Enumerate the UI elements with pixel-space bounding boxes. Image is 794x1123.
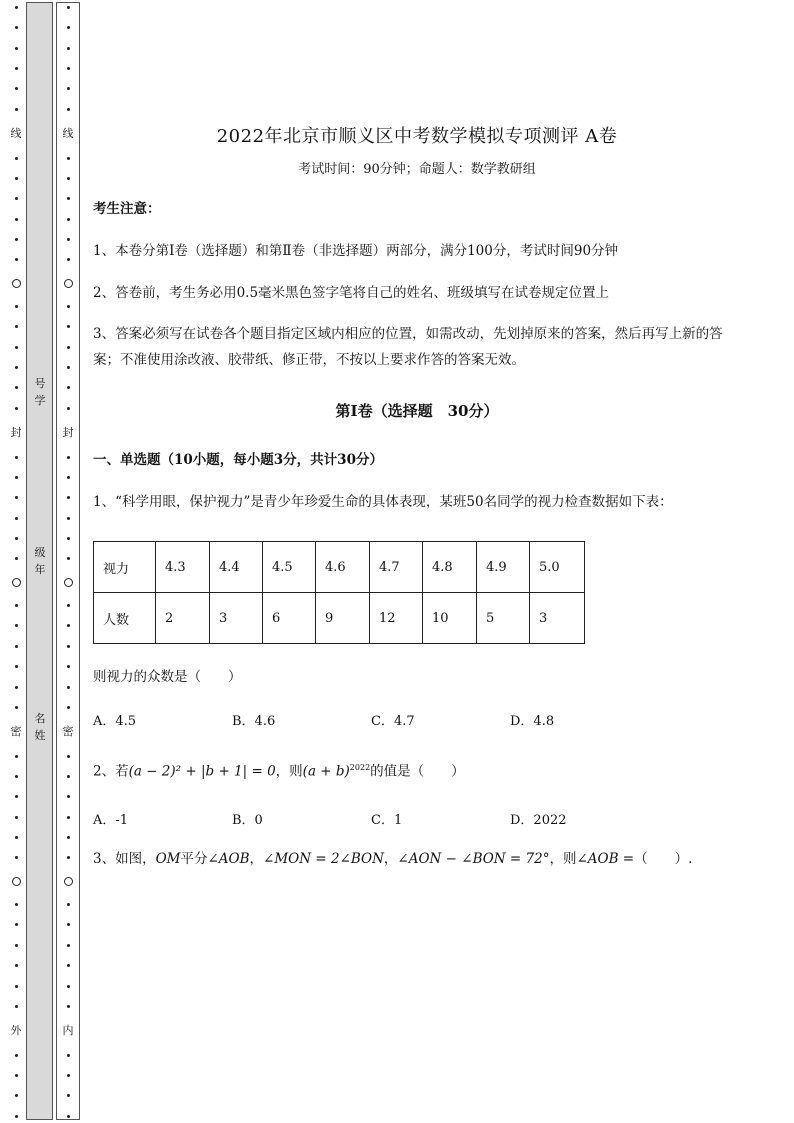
binding-dot <box>67 47 70 50</box>
binding-dot <box>15 6 18 9</box>
binding-dot <box>67 366 70 369</box>
binding-dot <box>67 26 70 29</box>
binding-dot <box>15 517 18 520</box>
binding-dot <box>67 665 70 668</box>
q3-sep2: ， <box>383 851 398 867</box>
binding-dot <box>15 645 18 648</box>
q3-sep1: ， <box>249 851 264 867</box>
binding-dot <box>67 686 70 689</box>
q3-text1: 平分 <box>180 851 208 867</box>
binding-dot <box>67 108 70 111</box>
binding-dot <box>67 1005 70 1008</box>
q2-expression: (a + b) <box>302 763 350 780</box>
binding-dot <box>67 476 70 479</box>
binding-marker: 内 <box>62 1024 74 1038</box>
binding-dot <box>67 903 70 906</box>
binding-marker: 封 <box>62 426 74 440</box>
notice-item-2: 2、答卷前，考生务必用0.5毫米黑色签字笔将自己的姓名、班级填写在试卷规定位置上 <box>93 285 610 301</box>
binding-dot <box>15 87 18 90</box>
binding-circle <box>12 578 21 587</box>
q1-option-b[interactable]: B．4.6 <box>232 714 276 729</box>
binding-marker: 封 <box>10 426 22 440</box>
q2-stem <box>93 755 753 785</box>
binding-dot <box>67 985 70 988</box>
binding-dot <box>67 1094 70 1097</box>
binding-dot <box>15 964 18 967</box>
binding-marker: 线 <box>62 127 74 141</box>
part-heading: 一、单选题（10小题，每小题3分，共计30分） <box>93 452 383 468</box>
binding-dot <box>67 346 70 349</box>
q1-options <box>93 710 653 729</box>
binding-circle <box>64 279 73 288</box>
binding-dot <box>15 557 18 560</box>
binding-dot <box>15 67 18 70</box>
binding-dot <box>67 177 70 180</box>
binding-marker: 外 <box>10 1024 22 1038</box>
binding-dot <box>67 67 70 70</box>
binding-dot <box>67 258 70 261</box>
table-row-count <box>94 593 585 644</box>
label-grade: 级年 <box>34 546 46 576</box>
binding-dot <box>15 624 18 627</box>
binding-dot <box>67 218 70 221</box>
table-row-vision <box>94 542 585 593</box>
binding-dot <box>67 517 70 520</box>
binding-dot <box>67 1115 70 1118</box>
q3-stem <box>93 846 753 872</box>
q1-option-d[interactable]: D．4.8 <box>510 714 555 729</box>
binding-dot <box>15 1094 18 1097</box>
binding-dot <box>15 537 18 540</box>
q2-option-d[interactable]: D．2022 <box>510 813 567 828</box>
binding-dot <box>67 456 70 459</box>
binding-dot <box>15 47 18 50</box>
table-cell: 4.7 <box>370 542 423 593</box>
binding-dot <box>15 836 18 839</box>
vision-table <box>93 541 585 644</box>
q3-om: OM <box>155 851 181 867</box>
q3-end: （ ）. <box>634 851 693 867</box>
binding-dot <box>15 366 18 369</box>
binding-dot <box>15 346 18 349</box>
binding-dot <box>15 197 18 200</box>
q1-stem: 1、“科学用眼，保护视力”是青少年珍爱生命的具体表现，某班50名同学的视力检查数据如下表： <box>93 494 673 510</box>
binding-marker: 密 <box>10 725 22 739</box>
q1-question: 则视力的众数是（ ） <box>93 669 242 685</box>
binding-dot <box>15 816 18 819</box>
binding-dot <box>67 923 70 926</box>
binding-dot <box>67 87 70 90</box>
binding-dot <box>67 836 70 839</box>
binding-dot <box>15 665 18 668</box>
binding-dot <box>67 706 70 709</box>
binding-dot <box>15 456 18 459</box>
binding-dot <box>15 1074 18 1077</box>
binding-circle <box>12 877 21 886</box>
binding-dot <box>15 985 18 988</box>
table-cell: 4.6 <box>316 542 370 593</box>
binding-dot <box>15 1115 18 1118</box>
exam-subtitle: 考试时间：90分钟；命题人：数学教研组 <box>298 162 536 177</box>
table-cell: 9 <box>316 593 370 644</box>
table-cell: 视力 <box>94 542 156 593</box>
binding-dot <box>67 197 70 200</box>
binding-dot <box>67 1074 70 1077</box>
q2-option-a[interactable]: A．-1 <box>93 813 129 828</box>
table-cell: 人数 <box>94 593 156 644</box>
label-name: 名姓 <box>34 712 46 742</box>
binding-dot <box>67 305 70 308</box>
binding-dot <box>67 604 70 607</box>
binding-dot <box>15 856 18 859</box>
exam-title: 2022年北京市顺义区中考数学模拟专项测评 A卷 <box>216 126 618 147</box>
q3-angle-diff: ∠AON − ∠BON = 72° <box>397 851 550 867</box>
right-binding-dots <box>62 6 74 1118</box>
binding-dot <box>15 795 18 798</box>
table-cell: 3 <box>210 593 263 644</box>
q3-prefix: 3、如图， <box>93 851 156 867</box>
binding-dot <box>15 903 18 906</box>
binding-dot <box>15 407 18 410</box>
binding-dot <box>67 325 70 328</box>
table-cell: 3 <box>530 593 585 644</box>
q1-option-c[interactable]: C．4.7 <box>371 714 415 729</box>
binding-dot <box>67 964 70 967</box>
binding-dot <box>15 386 18 389</box>
label-student-number: 号学 <box>34 377 46 407</box>
q2-options <box>93 809 653 828</box>
notice-item-3: 3、答案必须写在试卷各个题目指定区域内相应的位置，如需改动，先划掉原来的答案，然后再写上新的答案；不准使用涂改液、胶带纸、修正带，不按以上要求作答的答案无效。 <box>93 326 723 368</box>
binding-marker: 密 <box>62 725 74 739</box>
table-cell: 5.0 <box>530 542 585 593</box>
table-cell: 5 <box>477 593 530 644</box>
notice-heading: 考生注意： <box>93 201 161 217</box>
notice-item-1: 1、本卷分第Ⅰ卷（选择题）和第Ⅱ卷（非选择题）两部分，满分100分，考试时间90分钟 <box>93 243 619 259</box>
binding-dot <box>67 775 70 778</box>
table-cell: 4.3 <box>156 542 210 593</box>
binding-dot <box>15 177 18 180</box>
binding-dot <box>15 108 18 111</box>
q2-prefix: 2、若 <box>93 763 129 780</box>
binding-dot <box>15 476 18 479</box>
binding-dot <box>15 218 18 221</box>
binding-dot <box>67 557 70 560</box>
table-cell: 6 <box>263 593 316 644</box>
binding-dot <box>67 1054 70 1057</box>
binding-dot <box>67 645 70 648</box>
q1-option-a[interactable]: A．4.5 <box>93 714 137 729</box>
q2-exponent: 2022 <box>349 763 371 772</box>
binding-dot <box>15 755 18 758</box>
binding-dot <box>67 537 70 540</box>
table-cell: 4.9 <box>477 542 530 593</box>
q3-text2: ，则 <box>549 851 577 867</box>
binding-dot <box>67 157 70 160</box>
left-binding-dots <box>10 6 22 1118</box>
binding-dot <box>15 706 18 709</box>
q2-suffix: 的值是（ ） <box>370 763 465 780</box>
table-cell: 2 <box>156 593 210 644</box>
q2-option-c[interactable]: C．1 <box>371 813 403 828</box>
binding-dot <box>15 325 18 328</box>
binding-dot <box>67 944 70 947</box>
table-cell: 10 <box>423 593 477 644</box>
binding-dot <box>67 496 70 499</box>
binding-marker: 线 <box>10 127 22 141</box>
binding-circle <box>64 578 73 587</box>
section-title: 第Ⅰ卷（选择题 30分） <box>335 402 499 420</box>
binding-dot <box>15 775 18 778</box>
binding-dot <box>67 856 70 859</box>
q2-option-b[interactable]: B．0 <box>232 813 263 828</box>
binding-dot <box>15 157 18 160</box>
binding-dot <box>15 26 18 29</box>
binding-dot <box>67 795 70 798</box>
table-cell: 4.8 <box>423 542 477 593</box>
q2-mid: ，则 <box>275 763 303 780</box>
q3-angle-aob: ∠AOB <box>207 851 250 867</box>
binding-dot <box>15 1005 18 1008</box>
binding-dot <box>15 1054 18 1057</box>
q3-angle-target: ∠AOB = <box>576 851 635 867</box>
binding-dot <box>15 238 18 241</box>
binding-dot <box>67 816 70 819</box>
binding-dot <box>67 407 70 410</box>
binding-dot <box>67 6 70 9</box>
binding-dot <box>15 258 18 261</box>
binding-dot <box>15 944 18 947</box>
binding-dot <box>67 755 70 758</box>
binding-dot <box>67 238 70 241</box>
binding-circle <box>12 279 21 288</box>
binding-dot <box>15 604 18 607</box>
table-cell: 4.5 <box>263 542 316 593</box>
binding-dot <box>15 923 18 926</box>
binding-dot <box>15 305 18 308</box>
table-cell: 4.4 <box>210 542 263 593</box>
binding-dot <box>15 686 18 689</box>
binding-dot <box>67 386 70 389</box>
binding-dot <box>67 624 70 627</box>
q3-angle-mon: ∠MON = 2∠BON <box>263 851 384 867</box>
table-cell: 12 <box>370 593 423 644</box>
q2-equation: (a − 2)² + |b + 1| = 0 <box>128 763 276 780</box>
binding-circle <box>64 877 73 886</box>
binding-dot <box>15 496 18 499</box>
